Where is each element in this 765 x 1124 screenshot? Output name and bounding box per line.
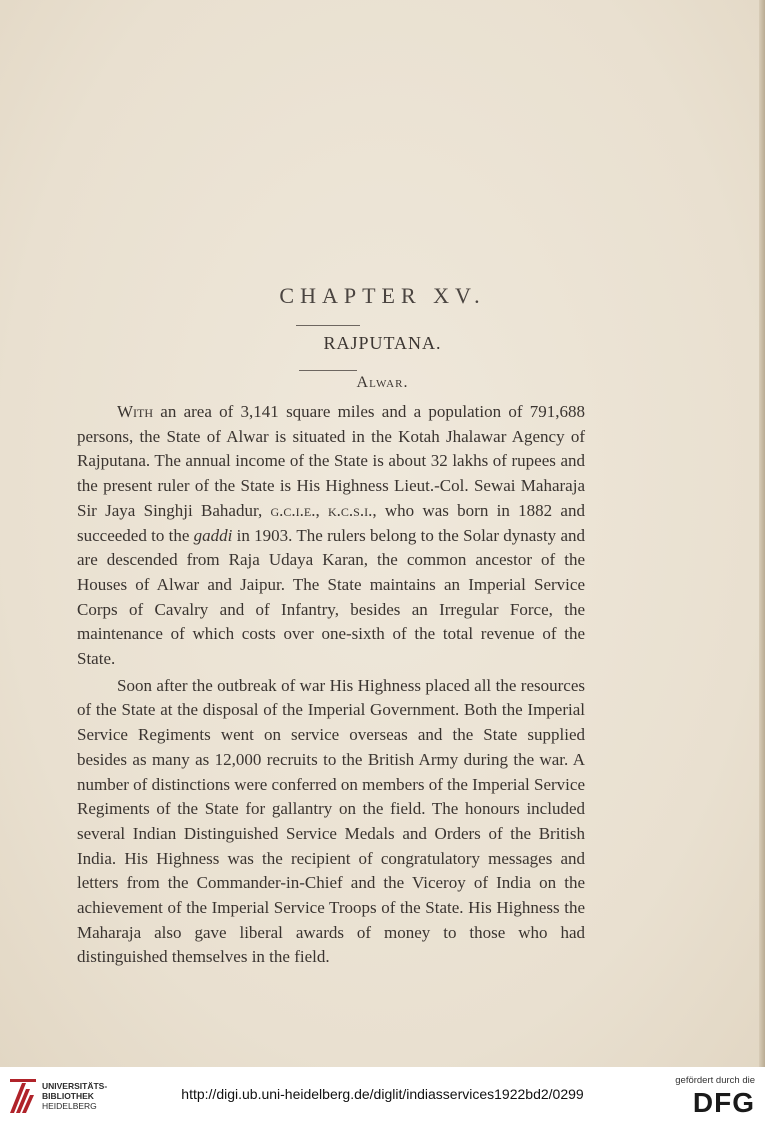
- dfg-logo: DFG: [692, 1087, 755, 1118]
- section-title: RAJPUTANA.: [323, 333, 442, 353]
- permalink-url[interactable]: http://digi.ub.uni-heidelberg.de/diglit/indiasservices1922bd2/0299: [181, 1086, 584, 1102]
- paragraph-1-text-3: in 1903. The rulers belong to the Solar dynasty and are descended from Raja Udaya Karan, the common ancestor of the Houses of Alwar and Jaipur. The State maintains an Imperial Service Corps of Cavalry and of Infantry, besides an Irregular Force, the maintenance of which costs over one-sixth of the total revenue of the State.: [77, 525, 585, 669]
- chapter-heading: CHAPTER XV.: [279, 283, 486, 308]
- page-edge-shadow: [759, 0, 765, 1067]
- honours-abbreviation: g.c.i.e., k.c.s.i.,: [270, 500, 377, 520]
- paragraph-2: Soon after the outbreak of war His Highness placed all the resources of the State at the disposal of the Imperial Government. Both the Imperial Service Regiments went on service overseas and the State supplied besides as many as 12,000 recruits to the British Army during the war. A number of distinctions were conferred on members of the Imperial Service Regiments of the State for gallantry on the field. The honours included several Indian Distinguished Service Medals and Orders of the British India. His Highness was the recipient of congratulatory messages and letters from the Commander-in-Chief and the Viceroy of India on the achievement of the Imperial Service Troops of the State. His Highness the Maharaja also gave liberal awards of money to those who had distinguished themselves in the field.: [77, 675, 585, 967]
- library-name-line-3: HEIDELBERG: [42, 1101, 97, 1111]
- section-divider: [299, 370, 357, 371]
- paragraph-lead-word: With: [117, 402, 154, 421]
- gaddi-term: gaddi: [193, 525, 233, 545]
- paragraph-1: [77, 400, 585, 672]
- library-name-line-1: UNIVERSITÄTS-: [42, 1081, 108, 1091]
- funded-by-label: gefördert durch die: [675, 1075, 755, 1086]
- paragraph-1-text-2: who was born in 1882 and succeeded to the: [77, 500, 585, 545]
- footer-bar: [0, 1067, 765, 1124]
- paragraph-1-text: an area of 3,141 square miles and a population of 791,688 persons, the State of Alwar is situated in the Kotah Jhalawar Agency of Rajputana. The annual income of the State is about 32 lakhs of rupees and the present ruler of the State is His Highness Lieut.-Col. Sewai Maharaja Sir Jaya Singhji Bahadur,: [77, 402, 585, 520]
- subsection-title: Alwar.: [356, 374, 409, 391]
- library-name-line-2: BIBLIOTHEK: [42, 1091, 94, 1101]
- heading-divider: [296, 325, 360, 326]
- body-text: [77, 400, 585, 970]
